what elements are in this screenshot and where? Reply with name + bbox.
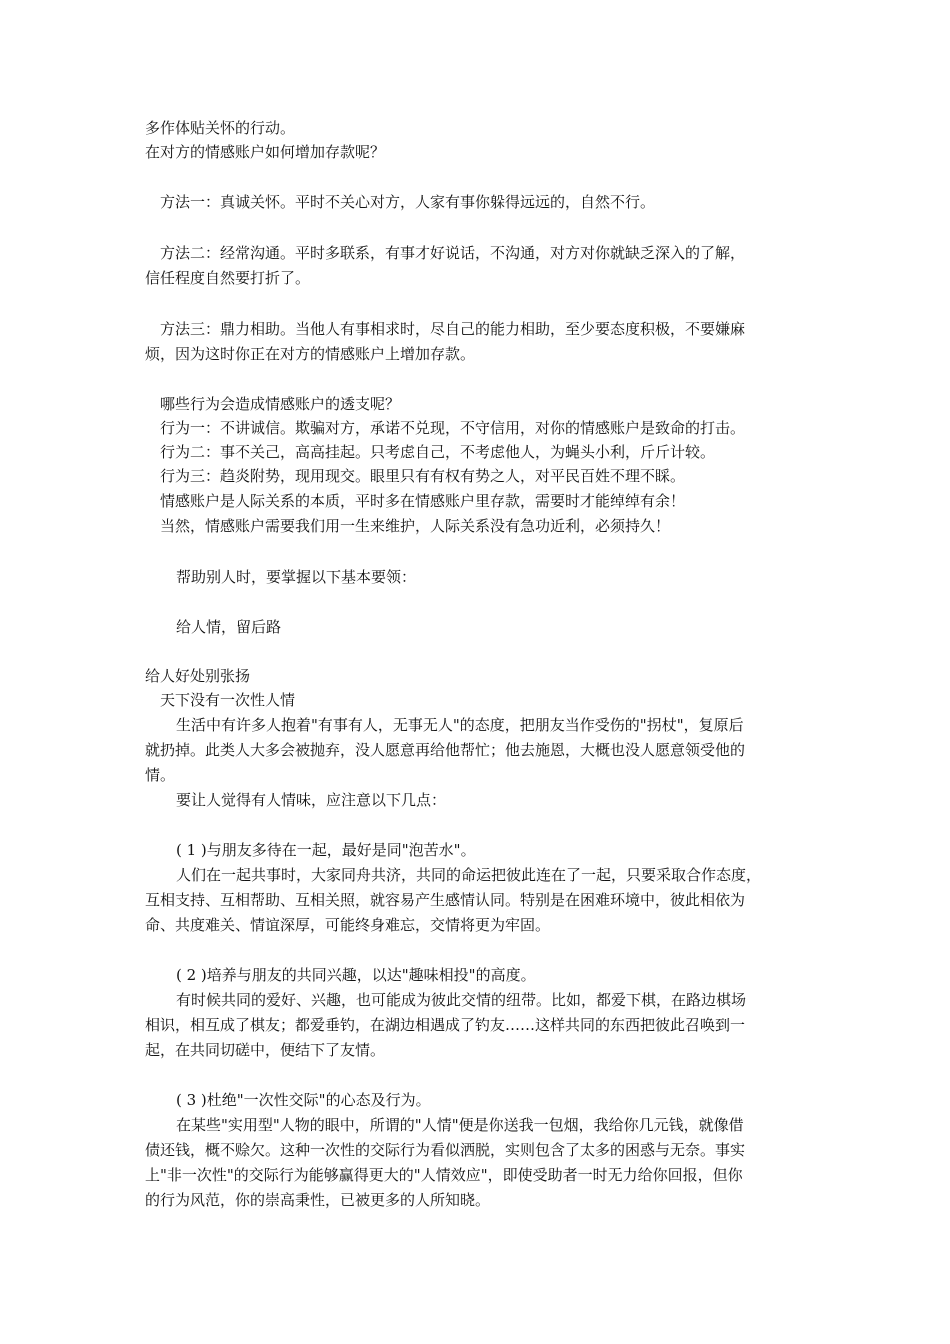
text-line: 有时候共同的爱好、兴趣，也可能成为彼此交情的纽带。比如，都爱下棋，在路边棋场 — [176, 991, 747, 1009]
text-line: 哪些行为会造成情感账户的透支呢？ — [160, 395, 401, 413]
text-line: 行为三：趋炎附势，现用现交。眼里只有有权有势之人，对平民百姓不理不睬。 — [160, 467, 686, 485]
text-line: 在某些"实用型"人物的眼中，所谓的"人情"便是你送我一包烟，我给你几元钱，就像借 — [176, 1116, 744, 1134]
text-line: 就扔掉。此类人大多会被抛弃，没人愿意再给他帮忙；他去施恩，大概也没人愿意领受他的 — [145, 741, 746, 759]
text-line: 情。 — [145, 766, 176, 784]
text-line: 烦，因为这时你正在对方的情感账户上增加存款。 — [145, 345, 476, 363]
text-line: 多作体贴关怀的行动。 — [145, 119, 296, 137]
text-line: 命、共度难关、情谊深厚，可能终身难忘，交情将更为牢固。 — [145, 916, 551, 934]
text-line: 帮助别人时，要掌握以下基本要领： — [176, 568, 417, 586]
text-line: 债还钱，概不赊欠。这种一次性的交际行为看似洒脱，实则包含了太多的困惑与无奈。事实 — [145, 1141, 746, 1159]
text-line: 行为一：不讲诚信。欺骗对方，承诺不兑现，不守信用，对你的情感账户是致命的打击。 — [160, 419, 746, 437]
text-line: 方法二：经常沟通。平时多联系，有事才好说话，不沟通，对方对你就缺乏深入的了解， — [160, 244, 746, 262]
text-line: 互相支持、互相帮助、互相关照，就容易产生感情认同。特别是在困难环境中，彼此相依为 — [145, 891, 746, 909]
text-line: 上"非一次性"的交际行为能够赢得更大的"人情效应"，即使受助者一时无力给你回报，但你 — [145, 1166, 743, 1184]
text-line: 当然，情感账户需要我们用一生来维护，人际关系没有急功近利，必须持久！ — [160, 517, 671, 535]
text-line: ( 3 )杜绝"一次性交际"的心态及行为。 — [176, 1091, 431, 1109]
text-line: 方法三：鼎力相助。当他人有事相求时，尽自己的能力相助，至少要态度积极，不要嫌麻 — [160, 320, 746, 338]
text-line: 行为二：事不关己，高高挂起。只考虑自己，不考虑他人，为蝇头小利，斤斤计较。 — [160, 443, 716, 461]
text-line: ( 2 )培养与朋友的共同兴趣，以达"趣味相投"的高度。 — [176, 966, 536, 984]
text-line: 要让人觉得有人情味，应注意以下几点： — [176, 791, 447, 809]
text-line: 情感账户是人际关系的本质，平时多在情感账户里存款，需要时才能绰绰有余！ — [160, 492, 686, 510]
text-line: 信任程度自然要打折了。 — [145, 269, 311, 287]
text-line: 起，在共同切磋中，便结下了友情。 — [145, 1041, 386, 1059]
text-line: 在对方的情感账户如何增加存款呢？ — [145, 143, 386, 161]
text-line: ( 1 )与朋友多待在一起，最好是同"泡苦水"。 — [176, 841, 476, 859]
text-line: 给人好处别张扬 — [145, 667, 251, 685]
text-line: 人们在一起共事时，大家同舟共济，共同的命运把彼此连在了一起，只要采取合作态度， — [176, 866, 762, 884]
text-line: 相识，相互成了棋友；都爱垂钓，在湖边相遇成了钓友……这样共同的东西把彼此召唤到一 — [145, 1016, 746, 1034]
text-line: 生活中有许多人抱着"有事有人，无事无人"的态度，把朋友当作受伤的"拐杖"，复原后 — [176, 716, 744, 734]
text-line: 给人情，留后路 — [176, 618, 282, 636]
text-line: 方法一：真诚关怀。平时不关心对方，人家有事你躲得远远的，自然不行。 — [160, 193, 656, 211]
text-line: 的行为风范，你的崇高秉性，已被更多的人所知晓。 — [145, 1191, 491, 1209]
text-line: 天下没有一次性人情 — [160, 691, 296, 709]
